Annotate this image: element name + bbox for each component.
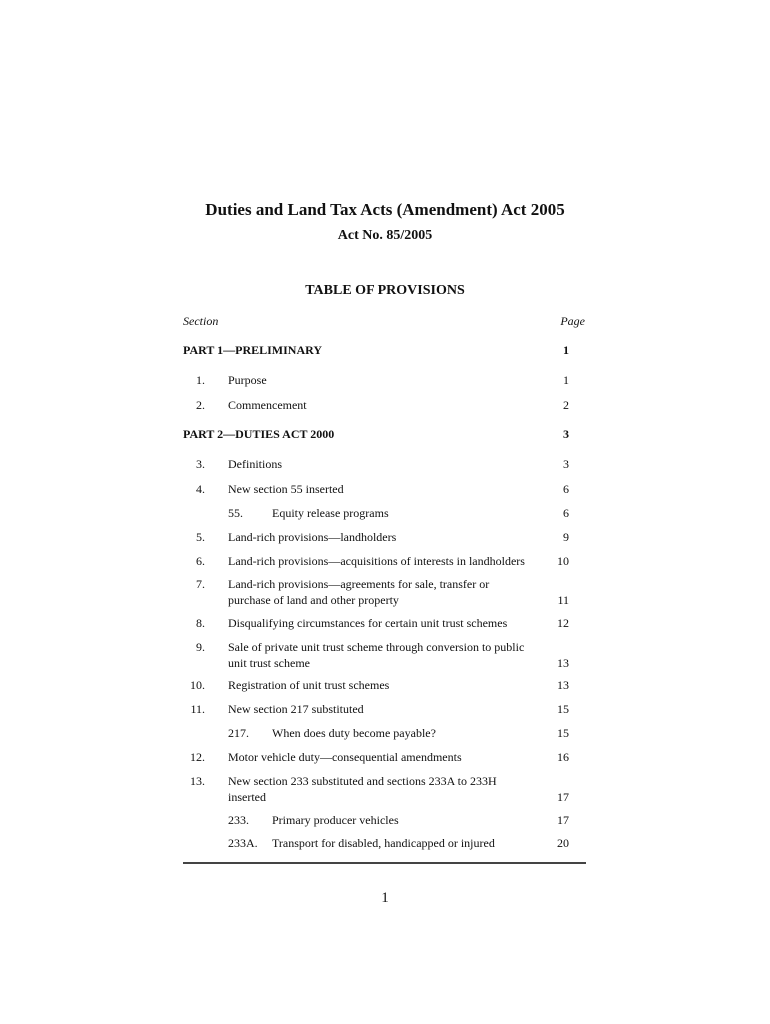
section-title-line2: unit trust scheme (228, 655, 310, 670)
section-number: 1. (196, 373, 205, 387)
section-title: Purpose (228, 373, 267, 387)
section-title-line1: Land-rich provisions—agreements for sale, transfer or (228, 577, 490, 591)
subsection-page: 20 (557, 836, 569, 850)
toc-heading: TABLE OF PROVISIONS (305, 283, 465, 298)
section-number: 10. (190, 678, 205, 692)
part-page: 3 (563, 427, 569, 441)
section-number: 7. (196, 577, 205, 591)
subsection-title: Equity release programs (272, 506, 389, 520)
subsection-page: 15 (557, 726, 569, 740)
section-title: New section 55 inserted (228, 482, 344, 496)
section-number: 5. (196, 530, 205, 544)
part-page: 1 (563, 343, 569, 357)
section-title: Disqualifying circumstances for certain unit trust schemes (228, 616, 508, 630)
section-page: 12 (557, 616, 569, 630)
section-page: 3 (563, 457, 569, 471)
section-number: 11. (190, 702, 205, 716)
section-number: 8. (196, 616, 205, 630)
section-title: Definitions (228, 457, 282, 471)
section-page: 10 (557, 554, 569, 568)
section-title: Land-rich provisions—acquisitions of interests in landholders (228, 554, 525, 568)
section-number: 4. (196, 482, 205, 496)
section-page: 6 (563, 482, 569, 496)
subsection-page: 6 (563, 506, 569, 520)
section-title: Commencement (228, 398, 307, 412)
section-number: 13. (190, 774, 205, 788)
section-page: 16 (557, 750, 569, 764)
subsection-number: 217. (228, 726, 249, 740)
section-title-line2: purchase of land and other property (228, 592, 399, 607)
footer-rule (183, 862, 586, 864)
section-number: 9. (196, 640, 205, 654)
page-number: 1 (381, 890, 389, 906)
subsection-title: When does duty become payable? (272, 726, 436, 740)
part-label: PART 2—DUTIES ACT 2000 (183, 427, 335, 441)
subsection-title: Transport for disabled, handicapped or injured (272, 836, 495, 850)
section-number: 6. (196, 554, 205, 568)
subsection-page: 17 (557, 813, 569, 827)
subsection-title: Primary producer vehicles (272, 813, 399, 827)
section-title-line1: Sale of private unit trust scheme through conversion to public (228, 640, 525, 654)
subsection-number: 55. (228, 506, 243, 520)
section-number: 12. (190, 750, 205, 764)
section-page: 17 (557, 789, 569, 804)
part-label: PART 1—PRELIMINARY (183, 343, 323, 357)
section-column-header: Section (183, 314, 219, 328)
section-title: Registration of unit trust schemes (228, 678, 390, 692)
subsection-number: 233. (228, 813, 249, 827)
section-page: 15 (557, 702, 569, 716)
section-title-line1: New section 233 substituted and sections 233A to 233H (228, 774, 497, 788)
act-number: Act No. 85/2005 (337, 228, 433, 243)
section-number: 2. (196, 398, 205, 412)
page-column-header: Page (560, 314, 585, 328)
section-title-line2: inserted (228, 789, 266, 804)
section-page: 13 (557, 678, 569, 692)
section-page: 9 (563, 530, 569, 544)
section-title: New section 217 substituted (228, 702, 364, 716)
section-title: Motor vehicle duty—consequential amendments (228, 750, 462, 764)
subsection-number: 233A. (228, 836, 258, 850)
section-page: 13 (557, 655, 569, 670)
section-page: 11 (557, 592, 569, 607)
section-title: Land-rich provisions—landholders (228, 530, 397, 544)
part-heading (183, 343, 569, 358)
document-title: Duties and Land Tax Acts (Amendment) Act 2005 (205, 200, 565, 219)
section-page: 1 (563, 373, 569, 387)
section-page: 2 (563, 398, 569, 412)
part-heading (183, 427, 569, 442)
section-number: 3. (196, 457, 205, 471)
